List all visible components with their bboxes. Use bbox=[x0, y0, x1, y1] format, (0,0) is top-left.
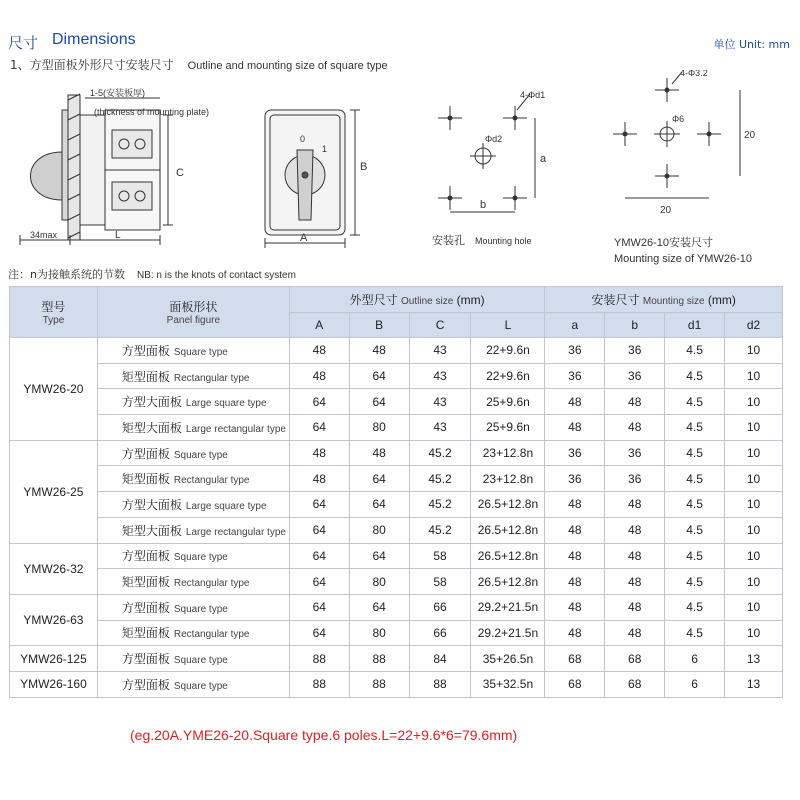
ymw10-4d-label: 4-Φ3.2 bbox=[680, 70, 708, 78]
table-row bbox=[10, 492, 783, 518]
value-cell: 10 bbox=[725, 543, 783, 569]
ymw10-caption-cn: YMW26-10安装尺寸 bbox=[614, 237, 714, 249]
front-pos0-label: 0 bbox=[300, 134, 306, 144]
panel-cell: 矩型大面板 Large rectangular type bbox=[97, 415, 289, 441]
table-row bbox=[10, 569, 783, 595]
value-cell: 13 bbox=[725, 671, 783, 697]
value-cell: 48 bbox=[605, 415, 665, 441]
ymw10-caption-en: Mounting size of YMW26-10 bbox=[614, 253, 752, 265]
value-cell: 64 bbox=[349, 543, 409, 569]
value-cell: 88 bbox=[349, 671, 409, 697]
table-row bbox=[10, 671, 783, 697]
title-en: Dimensions bbox=[52, 31, 136, 48]
subtitle-cn: 1、方型面板外形尺寸安装尺寸 bbox=[10, 58, 174, 72]
value-cell: 48 bbox=[605, 620, 665, 646]
value-cell: 10 bbox=[725, 492, 783, 518]
note bbox=[8, 266, 296, 282]
value-cell: 10 bbox=[725, 594, 783, 620]
panel-cell: 矩型面板 Rectangular type bbox=[97, 620, 289, 646]
value-cell: 10 bbox=[725, 440, 783, 466]
value-cell: 64 bbox=[349, 492, 409, 518]
panel-cell: 方型大面板 Large square type bbox=[97, 492, 289, 518]
panel-cell: 方型面板 Square type bbox=[97, 671, 289, 697]
table-row bbox=[10, 466, 783, 492]
value-cell: 4.5 bbox=[665, 389, 725, 415]
value-cell: 4.5 bbox=[665, 620, 725, 646]
front-view-drawing bbox=[265, 110, 360, 248]
value-cell: 4.5 bbox=[665, 543, 725, 569]
value-cell: 48 bbox=[605, 492, 665, 518]
value-cell: 36 bbox=[605, 363, 665, 389]
header-outline-size: 外型尺寸 Outline size (mm) bbox=[289, 287, 545, 313]
value-cell: 48 bbox=[605, 389, 665, 415]
value-cell: 35+26.5n bbox=[471, 646, 545, 672]
value-cell: 36 bbox=[605, 338, 665, 364]
dimensions-table bbox=[9, 286, 783, 698]
front-pos1-label: 1 bbox=[322, 144, 328, 154]
model-cell: YMW26-25 bbox=[10, 440, 98, 543]
value-cell: 48 bbox=[605, 543, 665, 569]
value-cell: 68 bbox=[605, 646, 665, 672]
value-cell: 88 bbox=[289, 646, 349, 672]
value-cell: 68 bbox=[545, 671, 605, 697]
value-cell: 10 bbox=[725, 517, 783, 543]
column-header: L bbox=[471, 313, 545, 338]
value-cell: 4.5 bbox=[665, 440, 725, 466]
value-cell: 48 bbox=[545, 620, 605, 646]
value-cell: 10 bbox=[725, 466, 783, 492]
panel-cell: 方型面板 Square type bbox=[97, 646, 289, 672]
value-cell: 66 bbox=[409, 620, 471, 646]
value-cell: 80 bbox=[349, 517, 409, 543]
subtitle-en: Outline and mounting size of square type bbox=[187, 60, 388, 72]
table-row bbox=[10, 363, 783, 389]
value-cell: 10 bbox=[725, 389, 783, 415]
value-cell: 45.2 bbox=[409, 517, 471, 543]
value-cell: 64 bbox=[289, 517, 349, 543]
value-cell: 88 bbox=[349, 646, 409, 672]
panel-cell: 方型面板 Square type bbox=[97, 338, 289, 364]
value-cell: 4.5 bbox=[665, 466, 725, 492]
value-cell: 48 bbox=[605, 594, 665, 620]
value-cell: 48 bbox=[605, 569, 665, 595]
value-cell: 26.5+12.8n bbox=[471, 492, 545, 518]
value-cell: 10 bbox=[725, 620, 783, 646]
value-cell: 35+32.5n bbox=[471, 671, 545, 697]
hole-d2-label: Φd2 bbox=[485, 134, 503, 144]
value-cell: 48 bbox=[349, 440, 409, 466]
value-cell: 10 bbox=[725, 569, 783, 595]
value-cell: 48 bbox=[545, 389, 605, 415]
value-cell: 64 bbox=[289, 389, 349, 415]
note-en: NB: n is the knots of contact system bbox=[136, 270, 296, 281]
value-cell: 26.5+12.8n bbox=[471, 569, 545, 595]
table-row bbox=[10, 415, 783, 441]
value-cell: 66 bbox=[409, 594, 471, 620]
value-cell: 48 bbox=[545, 569, 605, 595]
value-cell: 4.5 bbox=[665, 363, 725, 389]
value-cell: 64 bbox=[349, 389, 409, 415]
value-cell: 25+9.6n bbox=[471, 415, 545, 441]
column-header: A bbox=[289, 313, 349, 338]
table-row bbox=[10, 389, 783, 415]
value-cell: 68 bbox=[545, 646, 605, 672]
value-cell: 36 bbox=[605, 440, 665, 466]
hole-caption-en: Mounting hole bbox=[475, 236, 532, 246]
value-cell: 58 bbox=[409, 543, 471, 569]
value-cell: 64 bbox=[349, 363, 409, 389]
note-cn: 注：n为接触系统的节数 bbox=[8, 268, 125, 281]
value-cell: 4.5 bbox=[665, 338, 725, 364]
column-header: C bbox=[409, 313, 471, 338]
value-cell: 13 bbox=[725, 646, 783, 672]
value-cell: 64 bbox=[289, 415, 349, 441]
value-cell: 45.2 bbox=[409, 440, 471, 466]
front-b-label: B bbox=[360, 161, 368, 173]
value-cell: 43 bbox=[409, 363, 471, 389]
value-cell: 22+9.6n bbox=[471, 338, 545, 364]
value-cell: 43 bbox=[409, 338, 471, 364]
panel-cell: 矩型大面板 Large rectangular type bbox=[97, 517, 289, 543]
value-cell: 88 bbox=[289, 671, 349, 697]
value-cell: 10 bbox=[725, 338, 783, 364]
ymw10-d6-label: Φ6 bbox=[672, 114, 685, 124]
value-cell: 80 bbox=[349, 569, 409, 595]
side-l-label: L bbox=[115, 230, 121, 241]
hole-a-label: a bbox=[540, 153, 547, 165]
hole-b-label: b bbox=[480, 199, 487, 211]
example-note: (eg.20A.YME26-20.Square type.6 poles.L=22+9.6*6=79.6mm) bbox=[130, 727, 518, 743]
value-cell: 4.5 bbox=[665, 594, 725, 620]
table-row bbox=[10, 338, 783, 364]
value-cell: 29.2+21.5n bbox=[471, 594, 545, 620]
value-cell: 88 bbox=[409, 671, 471, 697]
value-cell: 4.5 bbox=[665, 517, 725, 543]
value-cell: 23+12.8n bbox=[471, 440, 545, 466]
unit-label: 单位 Unit: mm bbox=[713, 38, 790, 51]
model-cell: YMW26-20 bbox=[10, 338, 98, 441]
ymw10-20v-label: 20 bbox=[744, 130, 756, 141]
model-cell: YMW26-160 bbox=[10, 671, 98, 697]
table-row bbox=[10, 646, 783, 672]
front-a-label: A bbox=[300, 232, 308, 244]
table-row bbox=[10, 543, 783, 569]
value-cell: 64 bbox=[289, 594, 349, 620]
value-cell: 10 bbox=[725, 363, 783, 389]
value-cell: 26.5+12.8n bbox=[471, 543, 545, 569]
value-cell: 36 bbox=[545, 338, 605, 364]
ymw10-20h-label: 20 bbox=[660, 205, 672, 216]
hole-caption-cn: 安装孔 bbox=[432, 235, 465, 247]
value-cell: 48 bbox=[545, 492, 605, 518]
value-cell: 80 bbox=[349, 415, 409, 441]
value-cell: 36 bbox=[545, 363, 605, 389]
value-cell: 64 bbox=[289, 569, 349, 595]
value-cell: 23+12.8n bbox=[471, 466, 545, 492]
panel-cell: 矩型面板 Rectangular type bbox=[97, 466, 289, 492]
value-cell: 22+9.6n bbox=[471, 363, 545, 389]
value-cell: 58 bbox=[409, 569, 471, 595]
mounting-hole-drawing bbox=[438, 94, 535, 212]
value-cell: 64 bbox=[289, 492, 349, 518]
ymw26-10-drawing bbox=[613, 72, 740, 198]
value-cell: 10 bbox=[725, 415, 783, 441]
value-cell: 64 bbox=[349, 594, 409, 620]
table-row bbox=[10, 620, 783, 646]
value-cell: 4.5 bbox=[665, 415, 725, 441]
value-cell: 64 bbox=[349, 466, 409, 492]
column-header: d2 bbox=[725, 313, 783, 338]
value-cell: 48 bbox=[289, 466, 349, 492]
value-cell: 48 bbox=[289, 440, 349, 466]
column-header: B bbox=[349, 313, 409, 338]
column-header: a bbox=[545, 313, 605, 338]
dimension-diagrams bbox=[0, 70, 800, 270]
value-cell: 45.2 bbox=[409, 466, 471, 492]
table-row bbox=[10, 594, 783, 620]
header-mounting-size: 安装尺寸 Mounting size (mm) bbox=[545, 287, 783, 313]
side-c-label: C bbox=[176, 167, 184, 179]
value-cell: 48 bbox=[545, 415, 605, 441]
table-row bbox=[10, 517, 783, 543]
column-header: b bbox=[605, 313, 665, 338]
panel-cell: 方型面板 Square type bbox=[97, 594, 289, 620]
header-panel: 面板形状 Panel figure bbox=[97, 287, 289, 338]
value-cell: 43 bbox=[409, 389, 471, 415]
title-cn: 尺寸 bbox=[8, 34, 39, 52]
value-cell: 36 bbox=[545, 466, 605, 492]
value-cell: 29.2+21.5n bbox=[471, 620, 545, 646]
value-cell: 43 bbox=[409, 415, 471, 441]
panel-cell: 方型面板 Square type bbox=[97, 543, 289, 569]
panel-cell: 方型面板 Square type bbox=[97, 440, 289, 466]
value-cell: 48 bbox=[545, 517, 605, 543]
side-34max-label: 34max bbox=[30, 230, 58, 240]
panel-cell: 矩型面板 Rectangular type bbox=[97, 569, 289, 595]
value-cell: 48 bbox=[545, 543, 605, 569]
value-cell: 45.2 bbox=[409, 492, 471, 518]
model-cell: YMW26-32 bbox=[10, 543, 98, 594]
value-cell: 80 bbox=[349, 620, 409, 646]
value-cell: 48 bbox=[349, 338, 409, 364]
value-cell: 6 bbox=[665, 646, 725, 672]
model-cell: YMW26-125 bbox=[10, 646, 98, 672]
value-cell: 48 bbox=[545, 594, 605, 620]
value-cell: 48 bbox=[289, 338, 349, 364]
value-cell: 25+9.6n bbox=[471, 389, 545, 415]
hole-4d1-label: 4-Φd1 bbox=[520, 90, 546, 100]
value-cell: 4.5 bbox=[665, 569, 725, 595]
value-cell: 26.5+12.8n bbox=[471, 517, 545, 543]
panel-cell: 方型大面板 Large square type bbox=[97, 389, 289, 415]
value-cell: 36 bbox=[545, 440, 605, 466]
value-cell: 48 bbox=[289, 363, 349, 389]
model-cell: YMW26-63 bbox=[10, 594, 98, 645]
value-cell: 4.5 bbox=[665, 492, 725, 518]
header-type: 型号 Type bbox=[10, 287, 98, 338]
value-cell: 48 bbox=[605, 517, 665, 543]
side-plate-en-label: (thickness of mounting plate) bbox=[94, 107, 210, 117]
value-cell: 6 bbox=[665, 671, 725, 697]
value-cell: 64 bbox=[289, 543, 349, 569]
value-cell: 36 bbox=[605, 466, 665, 492]
value-cell: 68 bbox=[605, 671, 665, 697]
value-cell: 64 bbox=[289, 620, 349, 646]
panel-cell: 矩型面板 Rectangular type bbox=[97, 363, 289, 389]
table-row bbox=[10, 440, 783, 466]
side-plate-label: 1-5(安装板厚) bbox=[90, 88, 146, 98]
value-cell: 84 bbox=[409, 646, 471, 672]
column-header: d1 bbox=[665, 313, 725, 338]
